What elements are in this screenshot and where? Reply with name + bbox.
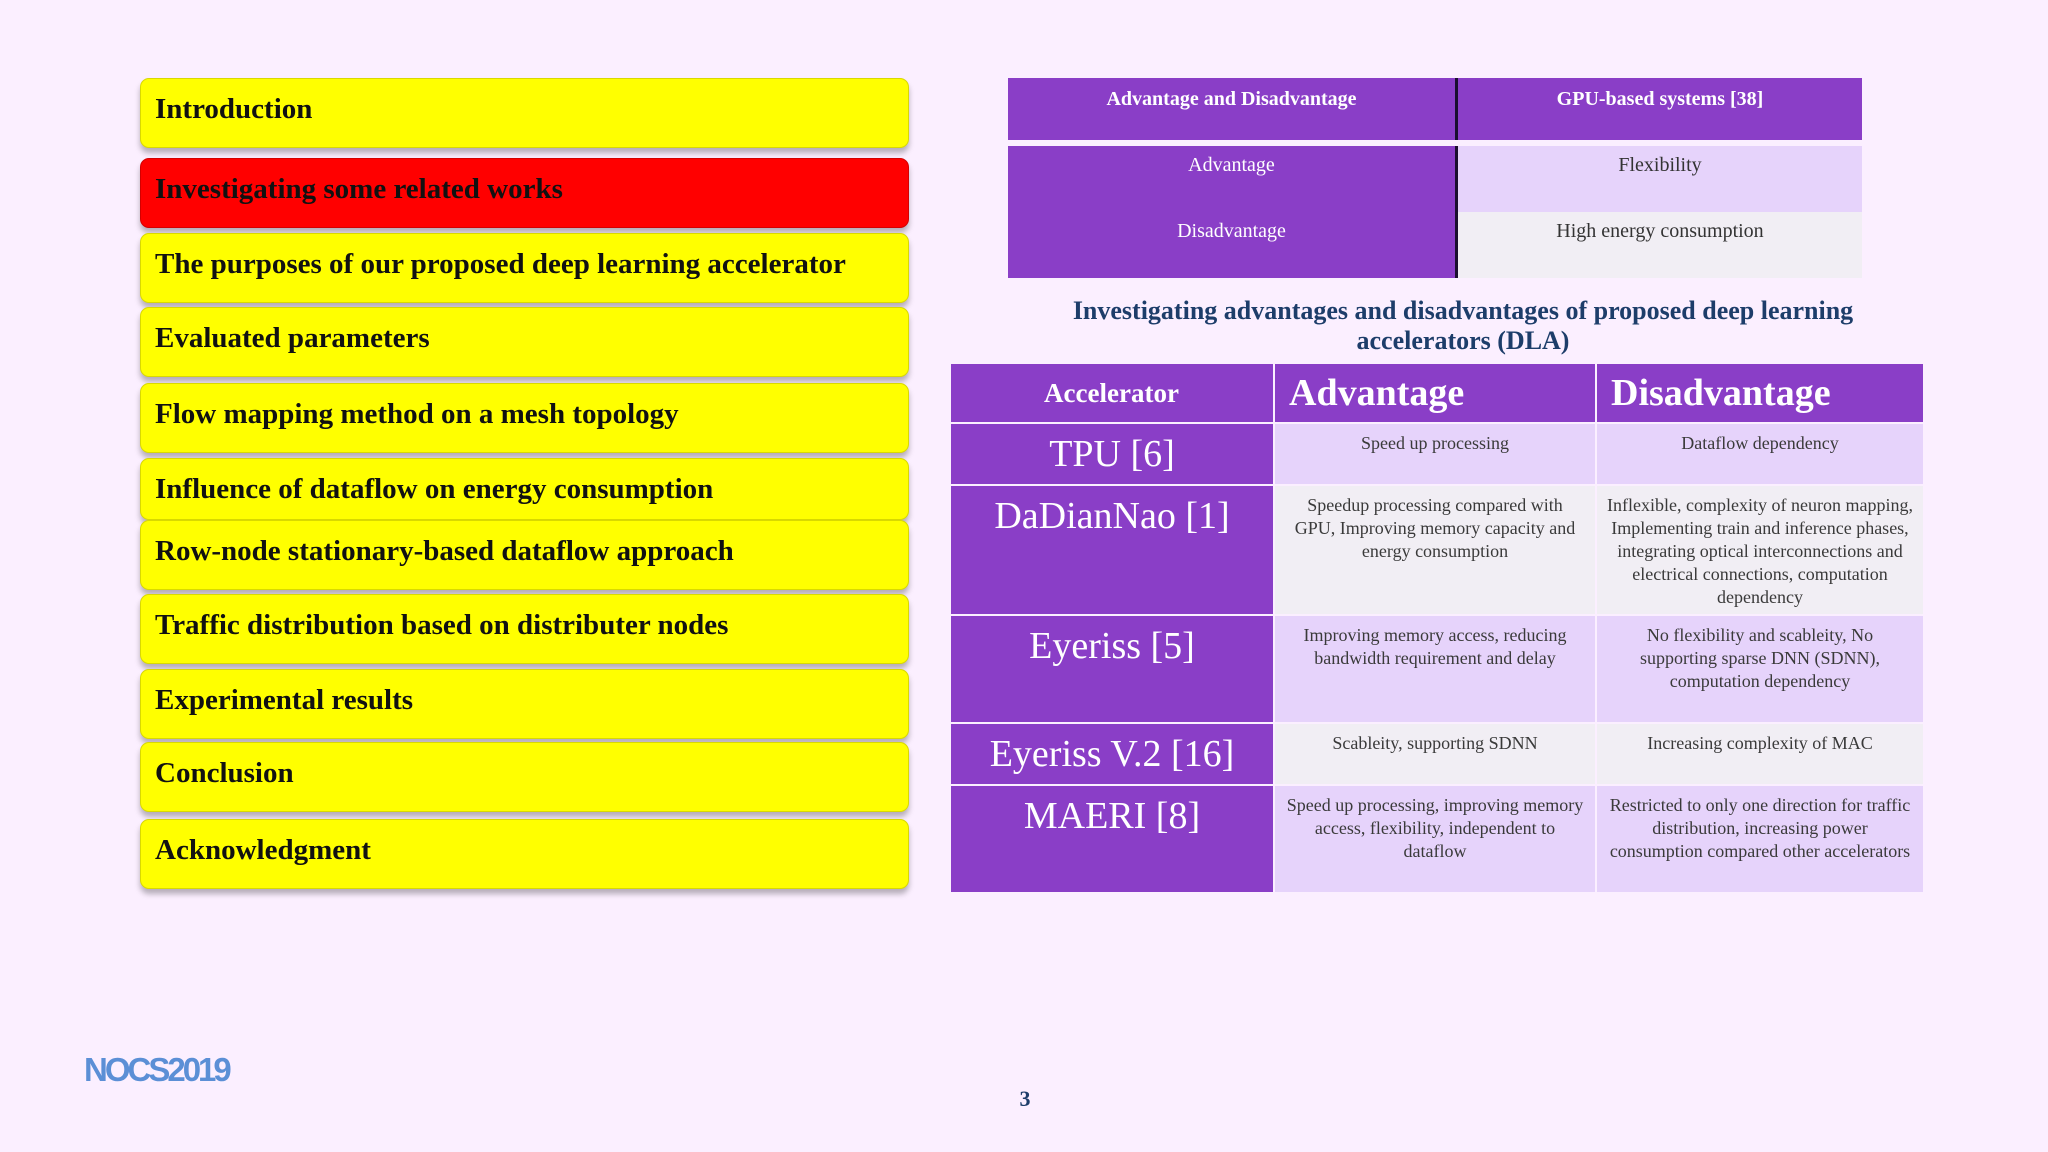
outline-item-label: The purposes of our proposed deep learning accelerator	[155, 248, 846, 280]
disadvantage-cell: Dataflow dependency	[1597, 424, 1923, 484]
outline-item-purposes[interactable]	[140, 233, 909, 303]
table-header-cell: Advantage and Disadvantage	[1008, 78, 1458, 140]
outline-item-row-node[interactable]	[140, 520, 909, 590]
disadvantage-cell: Restricted to only one direction for traffic distribution, increasing power consumption compared other accelerators	[1597, 786, 1923, 892]
table-row	[951, 724, 1923, 784]
outline-item-label: Evaluated parameters	[155, 322, 430, 354]
nocs-logo: NOCS2019	[84, 1051, 229, 1088]
table-row	[951, 424, 1923, 484]
disadvantage-cell: No flexibility and scableity, No supporting sparse DNN (SDNN), computation dependency	[1597, 616, 1923, 722]
table-header-row	[951, 364, 1923, 422]
outline-item-label: Row-node stationary-based dataflow approach	[155, 535, 734, 567]
outline-item-label: Investigating some related works	[155, 173, 563, 205]
table-row	[951, 786, 1923, 892]
table-cell-value: Flexibility	[1458, 146, 1862, 212]
gpu-comparison-table	[1008, 78, 1862, 278]
page-number: 3	[1019, 1086, 1031, 1111]
table-cell-value: High energy consumption	[1458, 212, 1862, 278]
outline-item-label: Influence of dataflow on energy consumption	[155, 473, 714, 505]
table-header-cell: Accelerator	[951, 364, 1273, 422]
outline-item-introduction[interactable]	[140, 78, 909, 148]
disadvantage-cell: Inflexible, complexity of neuron mapping, Implementing train and inference phases, integrating optical interconnections and electrical connections, computation dependency	[1597, 486, 1923, 614]
table-row	[1008, 146, 1862, 212]
dla-comparison-table	[949, 362, 1925, 894]
advantage-cell: Speed up processing	[1275, 424, 1595, 484]
outline-item-dataflow-energy[interactable]	[140, 458, 909, 520]
table-header-cell: Advantage	[1275, 364, 1595, 422]
outline-item-label: Flow mapping method on a mesh topology	[155, 398, 679, 430]
table-row	[1008, 212, 1862, 278]
table-header-cell: GPU-based systems [38]	[1458, 78, 1862, 140]
outline-item-label: Experimental results	[155, 684, 414, 716]
outline-item-label: Traffic distribution based on distributer nodes	[155, 609, 729, 641]
advantage-cell: Improving memory access, reducing bandwidth requirement and delay	[1275, 616, 1595, 722]
table-header-cell: Disadvantage	[1597, 364, 1923, 422]
table-cell-label: Disadvantage	[1008, 212, 1458, 278]
advantage-cell: Speedup processing compared with GPU, Improving memory capacity and energy consumption	[1275, 486, 1595, 614]
accelerator-name: MAERI [8]	[951, 786, 1273, 892]
accelerator-name: DaDianNao [1]	[951, 486, 1273, 614]
disadvantage-cell: Increasing complexity of MAC	[1597, 724, 1923, 784]
table-row	[951, 616, 1923, 722]
outline-item-traffic-distribution[interactable]	[140, 594, 909, 664]
table-row	[951, 486, 1923, 614]
accelerator-name: TPU [6]	[951, 424, 1273, 484]
table-cell-label: Advantage	[1008, 146, 1458, 212]
accelerator-name: Eyeriss V.2 [16]	[951, 724, 1273, 784]
dla-table-caption: Investigating advantages and disadvantages of proposed deep learning accelerators (DLA)	[1072, 296, 1854, 355]
outline-item-flow-mapping[interactable]	[140, 383, 909, 453]
outline-item-label: Conclusion	[155, 757, 294, 789]
advantage-cell: Speed up processing, improving memory access, flexibility, independent to dataflow	[1275, 786, 1595, 892]
outline-item-related-works[interactable]	[140, 158, 909, 228]
advantage-cell: Scableity, supporting SDNN	[1275, 724, 1595, 784]
outline-item-experimental-results[interactable]	[140, 669, 909, 739]
table-header-row	[1008, 78, 1862, 140]
outline-item-label: Introduction	[155, 93, 313, 125]
accelerator-name: Eyeriss [5]	[951, 616, 1273, 722]
outline-item-acknowledgment[interactable]	[140, 819, 909, 889]
outline-item-conclusion[interactable]	[140, 742, 909, 812]
outline-item-evaluated-parameters[interactable]	[140, 307, 909, 377]
outline-item-label: Acknowledgment	[155, 834, 371, 866]
